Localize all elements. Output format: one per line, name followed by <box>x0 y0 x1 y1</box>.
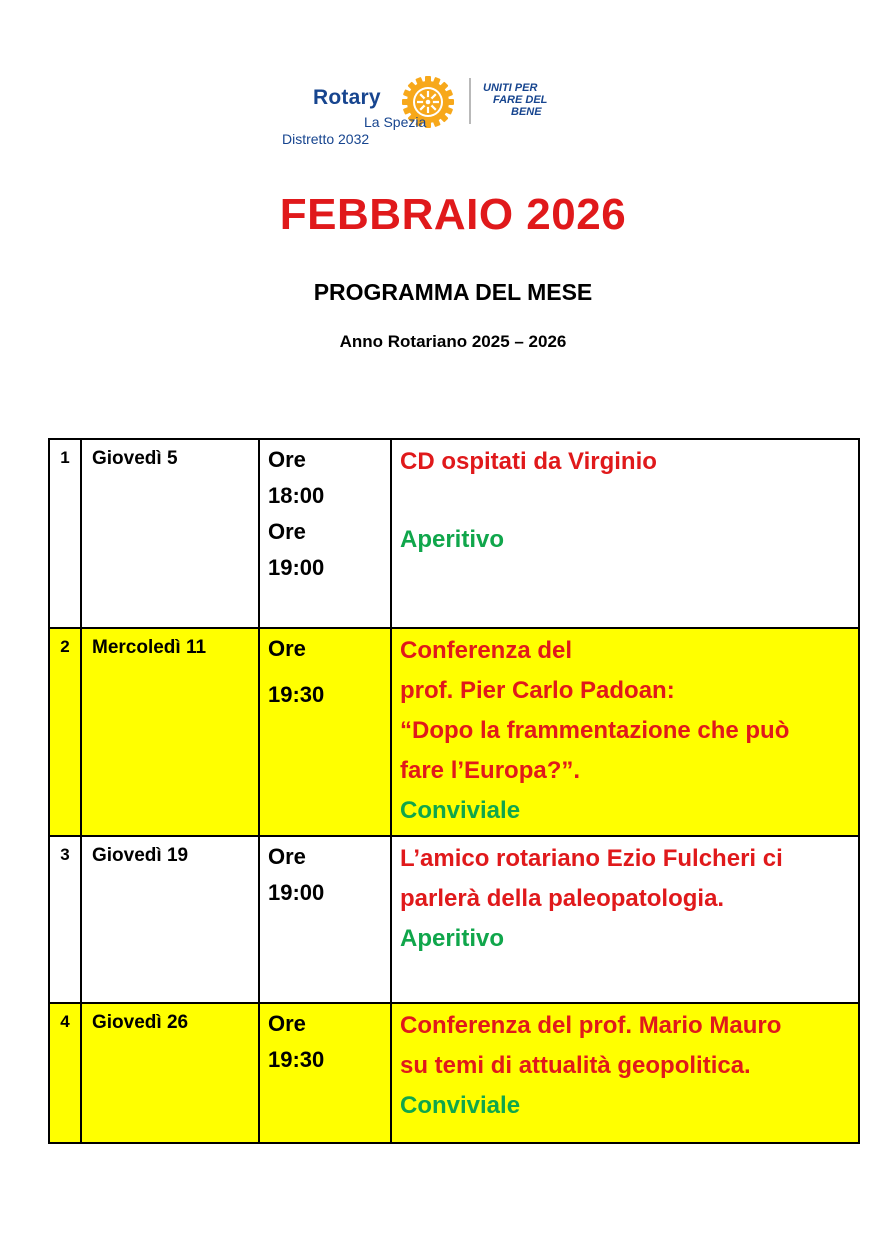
table-row <box>49 439 859 628</box>
event-time <box>259 1003 391 1143</box>
event-description <box>391 628 859 836</box>
time-line: 19:00 <box>268 880 325 905</box>
event-title-line: “Dopo la frammentazione che può <box>400 717 790 744</box>
time-line: Ore <box>268 1011 306 1036</box>
event-title-line: prof. Pier Carlo Padoan: <box>400 677 675 704</box>
motto-line: UNITI PER <box>483 82 538 94</box>
event-title-line: fare l’Europa?”. <box>400 757 581 784</box>
event-number: 1 <box>49 439 81 628</box>
event-title-line: Conferenza del <box>400 637 573 664</box>
rotary-year: Anno Rotariano 2025 – 2026 <box>339 332 567 351</box>
time-line: 19:30 <box>268 1047 325 1072</box>
event-number: 2 <box>49 628 81 836</box>
program-table <box>48 438 860 1144</box>
time-line: 19:00 <box>268 555 325 580</box>
event-description <box>391 439 859 628</box>
page-title: FEBBRAIO 2026 <box>279 190 627 239</box>
page-subtitle: PROGRAMMA DEL MESE <box>313 279 593 305</box>
event-description <box>391 836 859 1003</box>
rotary-logo <box>280 72 600 152</box>
event-note: Conviviale <box>400 797 521 824</box>
logo-divider <box>469 78 471 124</box>
event-time <box>259 628 391 836</box>
table-row <box>49 1003 859 1143</box>
time-line: 19:30 <box>268 682 325 707</box>
time-line: 18:00 <box>268 483 325 508</box>
event-time <box>259 836 391 1003</box>
event-description <box>391 1003 859 1143</box>
logo-club: La Spezia <box>364 114 427 130</box>
motto-line: FARE DEL <box>493 94 548 106</box>
event-title-line: CD ospitati da Virginio <box>400 448 657 475</box>
logo-brand: Rotary <box>313 86 381 109</box>
event-title-line: su temi di attualità geopolitica. <box>400 1052 751 1079</box>
event-number: 4 <box>49 1003 81 1143</box>
motto-line: BENE <box>511 106 542 118</box>
logo-district: Distretto 2032 <box>282 131 370 147</box>
event-day: Giovedì 26 <box>81 1003 259 1143</box>
event-time <box>259 439 391 628</box>
table-row <box>49 628 859 836</box>
event-day: Mercoledì 11 <box>81 628 259 836</box>
event-day: Giovedì 19 <box>81 836 259 1003</box>
event-title-line: parlerà della paleopatologia. <box>400 885 725 912</box>
event-number: 3 <box>49 836 81 1003</box>
time-line: Ore <box>268 844 306 869</box>
event-note: Aperitivo <box>400 925 505 952</box>
logo-motto <box>483 82 547 118</box>
event-title-line: L’amico rotariano Ezio Fulcheri ci <box>400 845 783 872</box>
table-row <box>49 836 859 1003</box>
event-day: Giovedì 5 <box>81 439 259 628</box>
time-line: Ore <box>268 447 306 472</box>
event-note: Aperitivo <box>400 526 505 553</box>
time-line: Ore <box>268 636 306 661</box>
event-title-line: Conferenza del prof. Mario Mauro <box>400 1012 782 1039</box>
time-line: Ore <box>268 519 306 544</box>
event-note: Conviviale <box>400 1092 521 1119</box>
